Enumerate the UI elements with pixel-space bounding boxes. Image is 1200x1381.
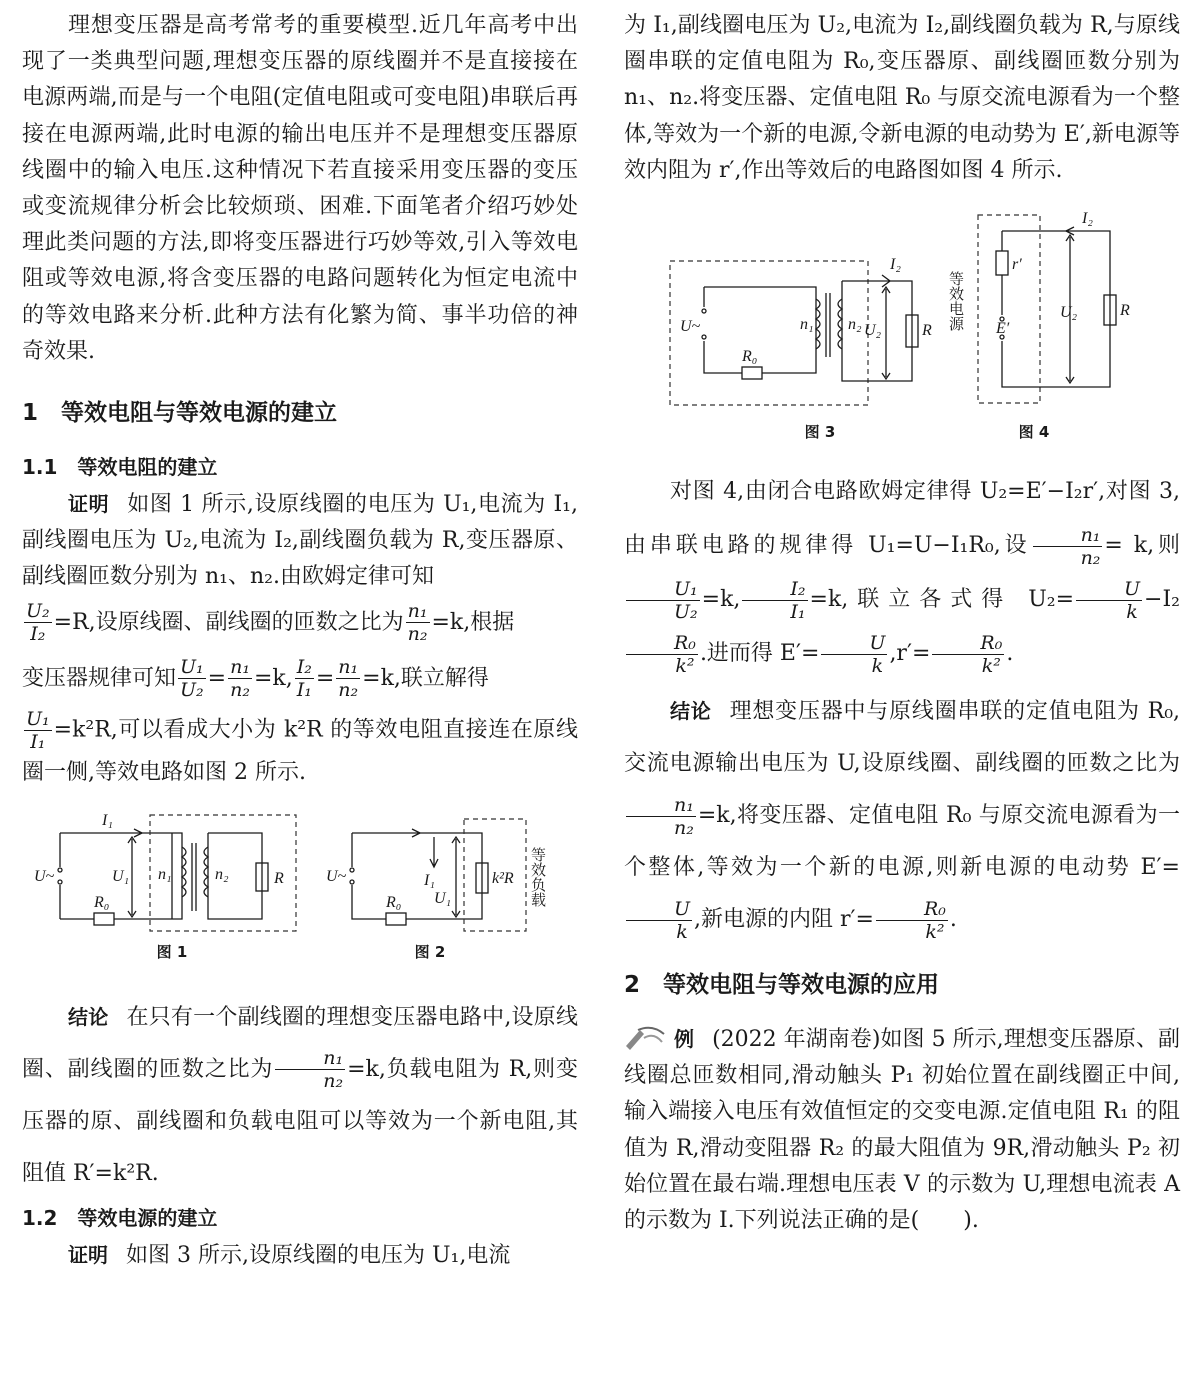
- conclusion-label-2: 结论: [670, 699, 712, 724]
- fraction-n1-n2-e: $\frac{\text{n₁}}{\text{n₂}}$: [1033, 524, 1103, 569]
- conclusion2-text-b: =k,将变压器、定值电阻 R₀ 与原交流电源看为一个整体,等效为一个新的电源,则新电源的电动势 E′=: [624, 803, 1180, 881]
- figure-1-caption: 图 1: [156, 942, 188, 961]
- fig4-r-label: r′: [1012, 256, 1022, 274]
- conclusion-2-paragraph: [624, 685, 1180, 946]
- conclusion2-text-c: ,新电源的内阻 r′=: [694, 907, 874, 933]
- subsection-1-2-heading: 1.2 等效电源的建立: [22, 1205, 218, 1230]
- section-2-heading: 2 等效电阻与等效电源的应用: [624, 972, 940, 999]
- figure-3-caption: 图 3: [804, 423, 836, 442]
- fraction-i2-i1-b: $\frac{\text{I₂}}{\text{I₁}}$: [742, 578, 807, 623]
- fig3-n1-label: n₁: [800, 316, 814, 334]
- fig4-rl-label: R: [1120, 302, 1130, 320]
- example-paragraph: [624, 1021, 1180, 1239]
- fraction-n1-n2: $\frac{\text{n₁}}{\text{n₂}}$: [407, 600, 428, 646]
- right-column: [624, 0, 1180, 1239]
- proof-2-continued: 为 I₁,副线圈电压为 U₂,电流为 I₂,副线圈负载为 R,与原线圈串联的定值电阻为 R₀,变压器原、副线圈匝数分别为 n₁、n₂.将变压器、定值电阻 R₀ 与原交流电源看为一个整体,等效为一个新的电源,令新电源的电动势为 E′,新电源等效内阻为 r′,作出等效后的电路图如图 4 所示.: [624, 13, 1180, 183]
- fig2-u1-label: U₁: [434, 889, 452, 907]
- fig1-u1-label: U₁: [112, 867, 130, 885]
- fig2-i1-label: I₁: [424, 871, 435, 889]
- fraction-u-k: $\frac{U}{k}$: [1076, 578, 1142, 623]
- example-text: (2022 年湖南卷)如图 5 所示,理想变压器原、副线圈总匝数相同,滑动触头 P₁ 初始位置在副线圈正中间,输入端接入电压有效值恒定的交变电源.定值电阻 R₁ 的阻值为 R,滑动变阻器 R₂ 的最大阻值为 9R,滑动触头 P₂ 初始位置在最右端.理想电压表 V 的示数为 U,理想电流表 A 的示数为 I.下列说法正确的是( ).: [624, 1027, 1180, 1234]
- conclusion-1-paragraph: [22, 991, 578, 1200]
- fig4-e-label: E′: [996, 320, 1010, 338]
- figure-1-circuit: [34, 812, 296, 961]
- proof-1-line-d: 变压器规律可知 $\frac{\text{U₁}}{\text{U₂}}$ = $\frac{\text{n₁}}{\text{n₂}}$ =k, $\frac{\text{I₂}}{\text{I₁}}$ = $\frac{\text{n₁}}{\text{n₂}}$ =k,联立解得: [22, 656, 489, 702]
- proof1-text-e: =k,: [253, 665, 293, 691]
- proof1-text-g: =k²R,可以看成大小为 k²R 的等效电阻直接连在原线圈一侧,等效电路如图 2 所示.: [22, 717, 578, 785]
- fig4-side-label: 等效电源: [947, 271, 965, 332]
- figure-4-caption: 图 4: [1018, 423, 1050, 442]
- proof1-text-f: =k,联立解得: [362, 665, 489, 691]
- fig2-load-label: k²R: [492, 869, 514, 887]
- example-pen-icon: [624, 1024, 668, 1052]
- derivation-paragraph: [624, 465, 1180, 681]
- proof-1-line-b: [22, 596, 578, 650]
- section-1-heading: 1 等效电阻与等效电源的建立: [22, 400, 338, 427]
- fig2-side-label: 等效负载: [529, 846, 547, 907]
- proof1-text-a: 如图 1 所示,设原线圈的电压为 U₁,电流为 I₁,副线圈电压为 U₂,电流为 I₂,副线圈负载为 R,变压器原、副线圈匝数分别为 n₁、n₂.由欧姆定律可知: [22, 492, 578, 590]
- intro-paragraph: 理想变压器是高考常考的重要模型.近几年高考中出现了一类典型问题,理想变压器的原线圈并不是直接接在电源两端,而是与一个电阻(定值电阻或可变电阻)串联后再接在电源两端,此时电源的输出电压并不是理想变压器原线圈中的输入电压.这种情况下若直接采用变压器的变压或变流规律分析会比较烦琐、困难.下面笔者介绍巧妙处理此类问题的方法,即将变压器进行巧妙等效,引入等效电阻或等效电源,将含变压器的电路问题转化为恒定电流中的等效电路来分析.此种方法有化繁为简、事半功倍的神奇效果.: [22, 13, 578, 364]
- fig3-i2-label: I₂: [890, 256, 901, 274]
- fraction-u2-i2: $\frac{\text{U₂}}{\text{I₂}}$: [26, 600, 50, 646]
- proof1-text-c: =k,根据: [431, 609, 515, 635]
- proof1-text-b: =R,设原线圈、副线圈的匝数之比为: [53, 609, 404, 635]
- deriv-text-a: 对图 4,由闭合电路欧姆定律得 U₂=E′−I₂r′,对图 3,由串联电路的规律得 U₁=U−I₁R₀,设: [624, 479, 1180, 559]
- deriv-text-b: =: [1104, 533, 1123, 559]
- proof-label-2: 证明: [68, 1242, 108, 1267]
- deriv-text-f: −I₂: [1144, 587, 1180, 613]
- fraction-r0-k2-b: $\frac{\text{R₀}}{\text{k²}}$: [932, 632, 1004, 677]
- fig3-r0-label: R₀: [742, 348, 758, 366]
- figure-3-4: [624, 211, 1180, 451]
- fig3-n2-label: n₂: [848, 316, 862, 334]
- left-column: [22, 0, 578, 1274]
- figure-3-circuit: [670, 256, 932, 441]
- figure-2-circuit: [326, 819, 547, 961]
- proof1-text-d: 变压器规律可知: [22, 665, 177, 691]
- fig3-u-label: U~: [680, 318, 701, 336]
- fig2-u-label: U~: [326, 867, 347, 885]
- figure-4-circuit: [947, 211, 1130, 441]
- subsection-1-1-heading: 1.1 等效电阻的建立: [22, 455, 218, 480]
- fig2-r0-label: R₀: [386, 893, 402, 911]
- fraction-n1-n2-c: $\frac{\text{n₁}}{\text{n₂}}$: [338, 656, 359, 702]
- fig1-n2-label: n₂: [215, 865, 229, 883]
- fig1-n1-label: n₁: [158, 865, 172, 883]
- fraction-u-k-c: $\frac{U}{k}$: [626, 898, 692, 943]
- deriv-text-g: .进而得 E′=: [699, 641, 820, 667]
- proof-1-paragraph: [22, 486, 578, 596]
- fig4-i2-label: I₂: [1082, 211, 1093, 228]
- fraction-u1-i1: $\frac{\text{U₁}}{\text{I₁}}$: [26, 707, 50, 753]
- fraction-u1-u2-b: $\frac{\text{U₁}}{\text{U₂}}$: [626, 578, 700, 623]
- conclusion1-text-a: 在只有一个副线圈的理想变压器电路中,设原线圈、副线圈的匝数之比为: [22, 1004, 579, 1082]
- conclusion2-text-d: .: [949, 907, 957, 933]
- fraction-u-k-b: $\frac{U}{k}$: [821, 632, 887, 677]
- fraction-r0-k2: $\frac{\text{R₀}}{\text{k²}}$: [626, 632, 698, 677]
- deriv-text-d: =k,: [701, 587, 741, 613]
- deriv-text-c: k,则: [1133, 533, 1180, 559]
- fig1-r0-label: R₀: [94, 893, 110, 911]
- proof-label: 证明: [68, 492, 110, 517]
- fraction-i2-i1: $\frac{\text{I₂}}{\text{I₁}}$: [296, 656, 312, 702]
- proof-1-line-g: [22, 708, 578, 793]
- fraction-n1-n2-b: $\frac{\text{n₁}}{\text{n₂}}$: [230, 656, 250, 702]
- fig1-u-label: U~: [34, 867, 55, 885]
- fig4-u2-label: U₂: [1060, 304, 1078, 322]
- figure-2-caption: 图 2: [414, 942, 446, 961]
- fraction-u1-u2: $\frac{\text{U₁}}{\text{U₂}}$: [180, 656, 204, 702]
- fraction-n1-n2-d: $\frac{\text{n₁}}{\text{n₂}}$: [275, 1047, 345, 1092]
- conclusion-label-1: 结论: [68, 1004, 109, 1029]
- deriv-text-e: =k,联立各式得 U₂=: [809, 587, 1075, 613]
- proof2-text-start: 如图 3 所示,设原线圈的电压为 U₁,电流: [126, 1242, 511, 1268]
- fraction-n1-n2-f: $\frac{\text{n₁}}{\text{n₂}}$: [626, 794, 696, 839]
- deriv-text-i: .: [1006, 641, 1014, 667]
- example-label: 例: [674, 1027, 695, 1052]
- fig1-r-label: R: [274, 869, 284, 887]
- fig1-i1-label: I₁: [102, 811, 113, 829]
- fig3-u2-label: U₂: [864, 322, 882, 340]
- conclusion1-text-b: =k,负载电阻为 R,则变压器的原、副线圈和负载电阻可以等效为一个新电阻,其阻值 R′=k²R.: [22, 1056, 578, 1186]
- figure-1-2: [22, 807, 578, 987]
- proof-2-start: [22, 1237, 578, 1274]
- conclusion2-text-a: 理想变压器中与原线圈串联的定值电阻为 R₀,交流电源输出电压为 U,设原线圈、副线圈的匝数之比为: [624, 699, 1181, 777]
- fraction-r0-k2-c: $\frac{\text{R₀}}{\text{k²}}$: [876, 898, 948, 943]
- fig3-r-label: R: [922, 322, 932, 340]
- deriv-text-h: ,r′=: [889, 641, 931, 667]
